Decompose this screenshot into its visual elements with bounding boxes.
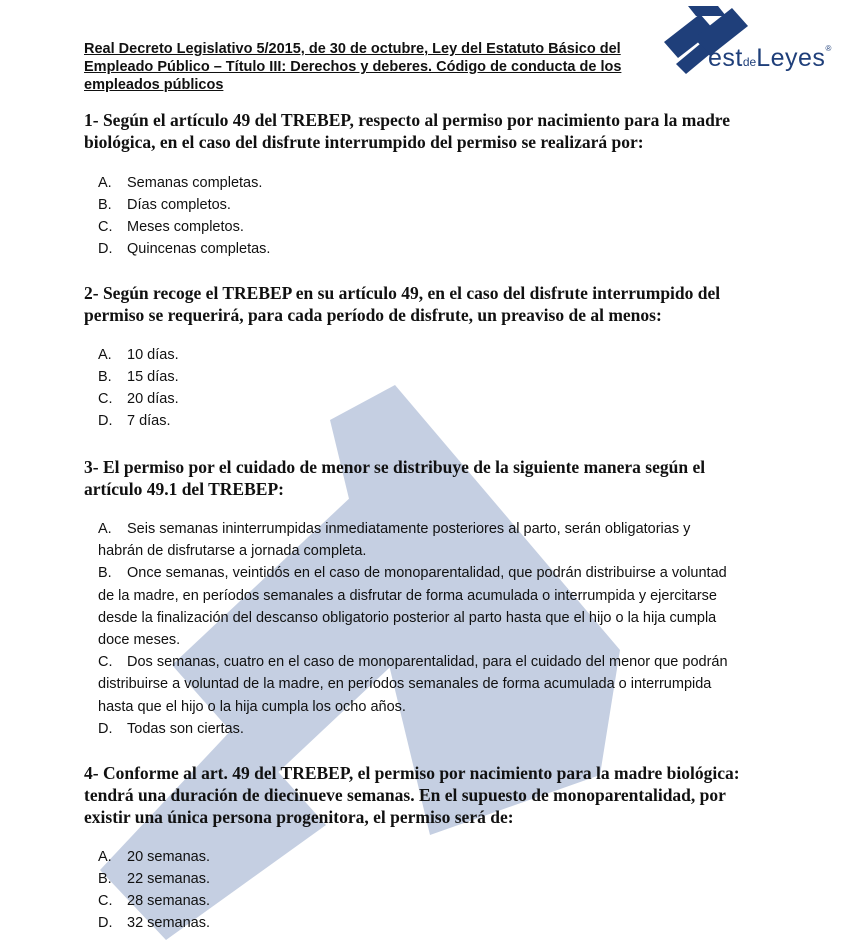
question-3-option-d: D. Todas son ciertas. (98, 720, 244, 737)
question-2-title: 2- Según recoge el TREBEP en su artículo 49, en el caso del disfrute interrumpido del permiso se requerirá, para cada período de disfrute, un preaviso de al menos: (84, 283, 721, 325)
question-4-option-c: C. 28 semanas. (98, 893, 211, 909)
question-2-option-d: D. 7 días. (98, 413, 171, 429)
question-2-option-b: B. 15 días. (98, 369, 179, 385)
brand-wordmark: estdeLeyes® (708, 44, 832, 72)
question-1-option-d: D. Quincenas completas. (98, 241, 271, 257)
question-2-options (98, 344, 179, 432)
question-1-option-a: A. Semanas completas. (98, 175, 263, 191)
document-header: Real Decreto Legislativo 5/2015, de 30 de octubre, Ley del Estatuto Básico del Empleado Público – Título III: Derechos y deberes. Código de conducta de los empleados públicos (84, 41, 622, 93)
question-1-option-b: B. Días completos. (98, 197, 231, 213)
question-1-options (98, 172, 270, 260)
question-4-option-a: A. 20 semanas. (98, 849, 211, 865)
question-4-options (98, 846, 210, 934)
question-3-option-a: A. Seis semanas ininterrumpidas inmediatamente posteriores al parto, serán obligatorias y habrán de disfrutarse a jornada completa. (98, 521, 691, 560)
question-3-options (84, 518, 736, 740)
question-3-option-c: C. Dos semanas, cuatro en el caso de monoparentalidad, para el cuidado del menor que podrán distribuirse a voluntad de la madre, en períodos semanales de forma acumulada o interrumpida hasta que el hijo o la hija cumpla los ocho años. (98, 654, 728, 715)
question-2-option-a: A. 10 días. (98, 347, 179, 363)
question-4-option-d: D. 32 semanas. (98, 915, 211, 931)
question-3-title: 3- El permiso por el cuidado de menor se distribuye de la siguiente manera según el artículo 49.1 del TREBEP: (84, 457, 706, 499)
question-1-option-c: C. Meses completos. (98, 219, 244, 235)
question-2-option-c: C. 20 días. (98, 391, 179, 407)
question-4-title: 4- Conforme al art. 49 del TREBEP, el permiso por nacimiento para la madre biológica: tendrá una duración de diecinueve semanas. En el supuesto de monoparentalidad, por existir una única persona progenitora, el permiso será de: (84, 763, 740, 827)
question-4-option-b: B. 22 semanas. (98, 871, 211, 887)
question-1-title: 1- Según el artículo 49 del TREBEP, respecto al permiso por nacimiento para la madre biológica, en el caso del disfrute interrumpido del permiso se realizará por: (84, 110, 731, 152)
question-3-option-b: B. Once semanas, veintidós en el caso de monoparentalidad, que podrán distribuirse a voluntad de la madre, en períodos semanales a disfrutar de forma acumulada o interrumpida y ejercitarse desde la finalización del descanso obligatorio posterior al parto hasta que el hijo o la hija cumpla doce meses. (98, 565, 727, 649)
